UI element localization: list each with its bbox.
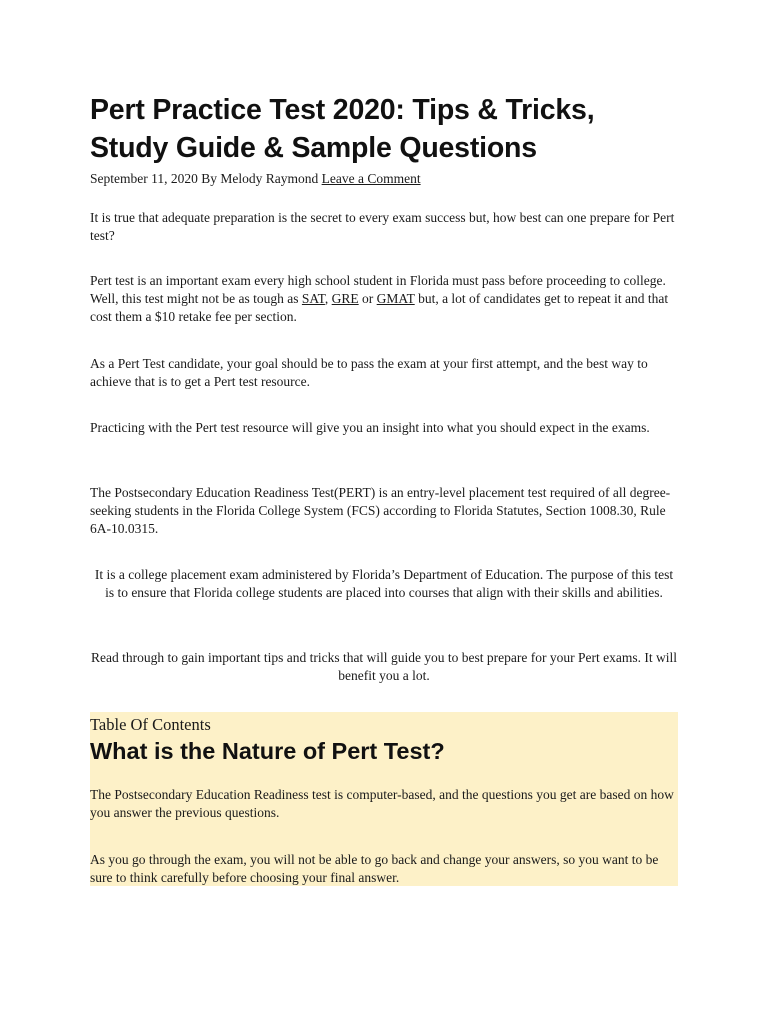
- paragraph-placement-exam: It is a college placement exam administered by Florida’s Department of Education. The purpose of this test is to ensure that Florida college students are placed into courses that align with their skills and abilities.: [94, 567, 674, 600]
- separator-text: or: [358, 291, 377, 306]
- gmat-link[interactable]: GMAT: [376, 291, 415, 306]
- sat-link[interactable]: SAT: [301, 291, 325, 306]
- paragraph-pert-importance: [90, 272, 678, 326]
- publish-date: September 11, 2020: [90, 171, 198, 186]
- paragraph-goal: As a Pert Test candidate, your goal should be to pass the exam at your first attempt, and the best way to achieve that is to get a Pert test resource.: [90, 356, 648, 389]
- leave-comment-link[interactable]: Leave a Comment: [321, 171, 421, 186]
- paragraph-text: Pert test is an important exam every high school student in Florida must pass before proceeding to college. Well, this test might not be as tough as: [90, 273, 666, 306]
- author-name: Melody Raymond: [220, 171, 319, 186]
- paragraph-intro: It is true that adequate preparation is the secret to every exam success but, how best can one prepare for Pert test?: [90, 210, 675, 243]
- paragraph-text: but, a lot of candidates get to repeat it and that cost them a $10 retake fee per section.: [90, 291, 669, 324]
- table-of-contents-label[interactable]: Table Of Contents: [90, 715, 211, 734]
- article-title: Pert Practice Test 2020: Tips & Tricks, Study Guide & Sample Questions: [90, 94, 595, 164]
- paragraph-pert-definition: The Postsecondary Education Readiness Test(PERT) is an entry-level placement test required of all degree-seeking students in the Florida College System (FCS) according to Florida Statutes, Section 1008.30, Rule 6A-10.0315.: [90, 485, 671, 536]
- section-paragraph-computer-based: The Postsecondary Education Readiness test is computer-based, and the questions you get are based on how you answer the previous questions.: [90, 787, 674, 820]
- byline-prefix: By: [201, 171, 217, 186]
- gre-link[interactable]: GRE: [331, 291, 359, 306]
- paragraph-read-through: Read through to gain important tips and tricks that will guide you to best prepare for your Pert exams. It will benefit you a lot.: [90, 650, 677, 683]
- section-paragraph-no-going-back: As you go through the exam, you will not be able to go back and change your answers, so you want to be sure to think carefully before choosing your final answer.: [90, 852, 659, 885]
- section-heading: What is the Nature of Pert Test?: [90, 738, 445, 764]
- paragraph-practice: Practicing with the Pert test resource will give you an insight into what you should expect in the exams.: [90, 420, 650, 435]
- article-meta: [90, 170, 421, 188]
- separator-text: ,: [324, 291, 332, 306]
